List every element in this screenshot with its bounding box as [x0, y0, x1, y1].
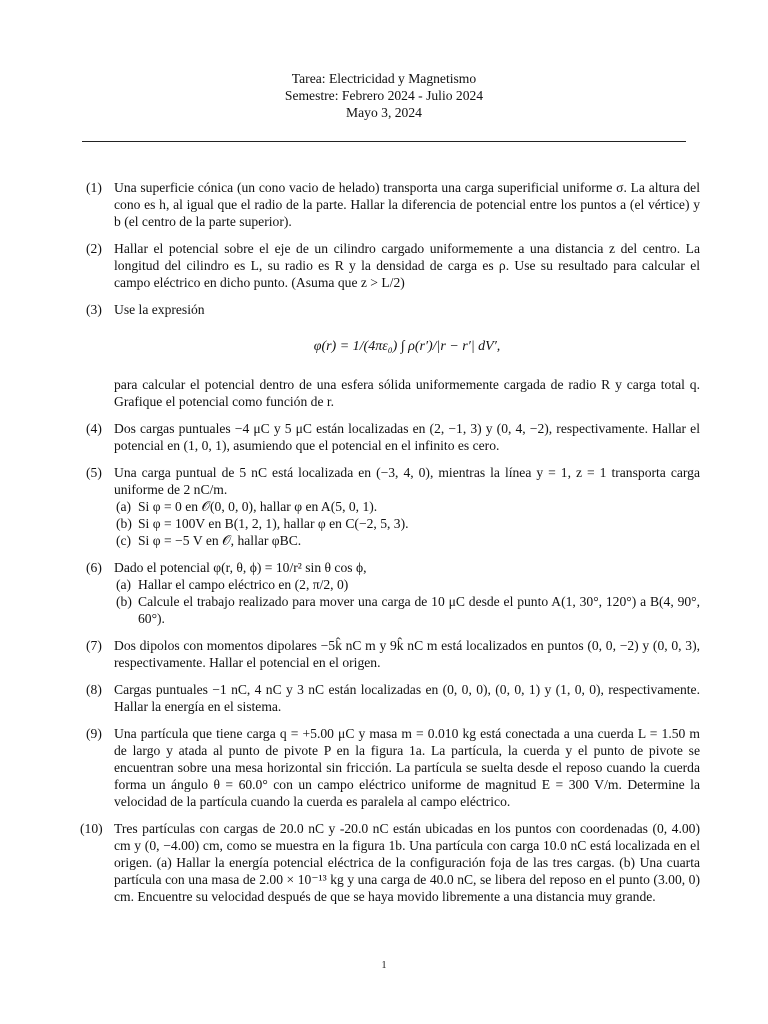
problem-number: (3): [86, 302, 102, 317]
subproblem-text: Si φ = −5 V en 𝒪, hallar φBC.: [138, 533, 302, 548]
subproblem-text: Si φ = 100V en B(1, 2, 1), hallar φ en C(−2, 5, 3).: [138, 516, 409, 531]
problem-1: [82, 179, 700, 230]
problem-text: Una partícula que tiene carga q = +5.00 μC y masa m = 0.010 kg está conectada a una cuerda L = 1.50 m de largo y atada al punto de pivote P en la figura 1a. La partícula, la cuerda y el punto de pivote se encuentran sobre una mesa horizontal sin fricción. La partícula se suelta desde el reposo cuando la cuerda forma un ángulo θ = 60.0° con un campo eléctrico uniforme de magnitud E = 300 V/m. Determine la velocidad de la partícula cuando la cuerda es paralela al campo eléctrico.: [114, 726, 700, 809]
subproblem-label: (b): [116, 516, 132, 531]
problem-text: Hallar el potencial sobre el eje de un cilindro cargado uniformemente a una distancia z del centro. La longitud del cilindro es L, su radio es R y la densidad de carga es ρ. Use su resultado para calcular el campo eléctrico en dicho punto. (Asuma que z > L/2): [114, 241, 700, 290]
subproblem-label: (c): [116, 533, 132, 548]
problem-7: [82, 637, 700, 671]
problem-text: Cargas puntuales −1 nC, 4 nC y 3 nC están localizadas en (0, 0, 0), (0, 0, 1) y (1, 0, 0), respectivamente. Hallar la energía en el sistema.: [114, 682, 700, 714]
problem-text: Dado el potencial φ(r, θ, ϕ) = 10/r² sin θ cos ϕ,: [114, 560, 367, 575]
problem-3: [82, 301, 700, 410]
subproblem-label: (b): [116, 594, 132, 609]
problem-number: (10): [80, 821, 103, 836]
problem-6: [82, 559, 700, 627]
subproblem-text: Si φ = 0 en 𝒪(0, 0, 0), hallar φ en A(5, 0, 1).: [138, 499, 378, 514]
header-semester: Semestre: Febrero 2024 - Julio 2024: [284, 88, 484, 103]
problem-list: [82, 179, 700, 915]
equation-text: φ(r) = 1/(4πε₀) ∫ ρ(r′)/|r − r′| dV′,: [313, 339, 501, 354]
problem-text: Dos cargas puntuales −4 μC y 5 μC están localizadas en (2, −1, 3) y (0, 4, −2), respectivamente. Hallar el potencial en (1, 0, 1), asumiendo que el potencial en el infinito es cero.: [114, 421, 700, 453]
problem-2: [82, 240, 700, 291]
subproblem-label: (a): [116, 577, 132, 592]
problem-intro: Use la expresión: [114, 302, 205, 317]
subproblem-label: (a): [116, 499, 132, 514]
problem-number: (7): [86, 638, 102, 653]
subproblem-6a: [114, 576, 700, 593]
problem-number: (2): [86, 241, 102, 256]
subproblem-5c: [114, 532, 700, 549]
problem-number: (6): [86, 560, 102, 575]
problem-text: para calcular el potencial dentro de una esfera sólida uniformemente cargada de radio R y carga total q. Grafique el potencial como función de r.: [114, 377, 700, 409]
problem-number: (1): [86, 180, 102, 195]
subproblem-text: Calcule el trabajo realizado para mover una carga de 10 μC desde el punto A(1, 30°, 120°) a B(4, 90°, 60°).: [138, 594, 700, 626]
problem-10: [82, 820, 700, 905]
problem-5: [82, 464, 700, 549]
subproblem-5a: [114, 498, 700, 515]
subproblem-6b: [114, 593, 700, 627]
subproblem-5b: [114, 515, 700, 532]
problem-9: [82, 725, 700, 810]
problem-number: (4): [86, 421, 102, 436]
problem-8: [82, 681, 700, 715]
header-date: Mayo 3, 2024: [346, 105, 422, 120]
problem-number: (5): [86, 465, 102, 480]
problem-text: Tres partículas con cargas de 20.0 nC y -20.0 nC están ubicadas en los puntos con coordenadas (0, 4.00) cm y (0, −4.00) cm, como se muestra en la figura 1b. Una partícula con carga 10.0 nC está localizada en el origen. (a) Hallar la energía potencial eléctrica de la configuración foja de las tres cargas. (b) Una cuarta partícula con una masa de 2.00 × 10⁻¹³ kg y una carga de 40.0 nC, se libera del reposo en el punto (3.00, 0) cm. Encuentre su velocidad después de que se haya movido libremente a una distancia muy grande.: [114, 821, 700, 904]
header-title: Tarea: Electricidad y Magnetismo: [291, 71, 477, 86]
problem-4: [82, 420, 700, 454]
document-header: [0, 70, 768, 121]
problem-number: (9): [86, 726, 102, 741]
subproblem-text: Hallar el campo eléctrico en (2, π/2, 0): [138, 577, 349, 592]
problem-text: Una superficie cónica (un cono vacio de helado) transporta una carga superificial uniforme σ. La altura del cono es h, al igual que el radio de la parte. Hallar la diferencia de potencial entre los puntos a (el vértice) y b (el centro de la parte superior).: [114, 180, 700, 229]
problem-number: (8): [86, 682, 102, 697]
header-divider: [82, 141, 686, 142]
problem-text: Una carga puntual de 5 nC está localizada en (−3, 4, 0), mientras la línea y = 1, z = 1 transporta carga uniforme de 2 nC/m.: [114, 465, 700, 497]
page-number: 1: [381, 960, 387, 971]
problem-text: Dos dipolos con momentos dipolares −5k̂ nC m y 9k̂ nC m está localizados en puntos (0, 0, −2) y (0, 0, 3), respectivamente. Hallar el potencial en el origen.: [114, 638, 700, 670]
potential-equation: [114, 330, 700, 364]
